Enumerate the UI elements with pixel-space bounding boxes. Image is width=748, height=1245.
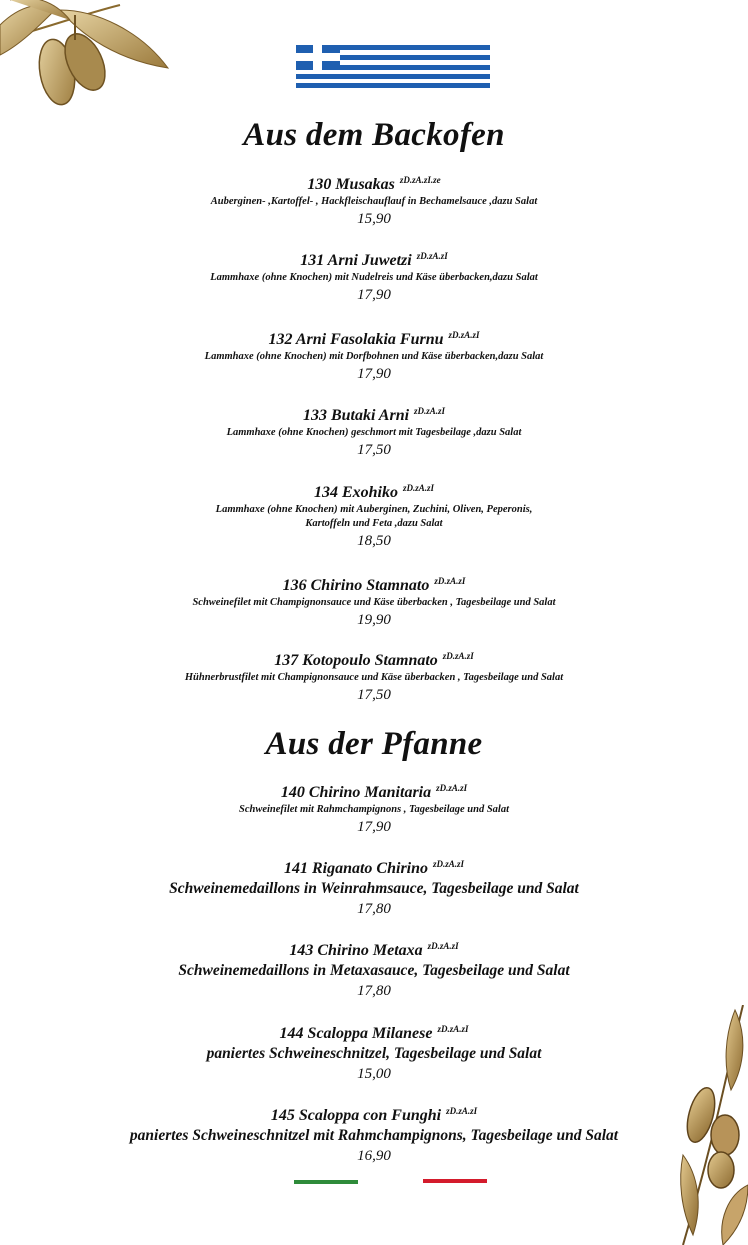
item-tags: zD.zA.zI (436, 783, 468, 793)
item-description: Schweinemedaillons in Metaxasauce, Tagesbeilage und Salat (178, 962, 570, 979)
menu-item (0, 571, 748, 630)
item-tags: zD.zA.zI (433, 859, 465, 869)
menu-item (0, 854, 748, 919)
item-tags: zD.zA.zI (403, 483, 435, 493)
item-description: Auberginen- ,Kartoffel- , Hackfleischauflauf in Bechamelsauce ,dazu Salat (210, 196, 538, 207)
menu-item (0, 478, 748, 551)
item-description: Lammhaxe (ohne Knochen) mit Dorfbohnen und Käse überbacken,dazu Salat (204, 351, 544, 362)
item-name: 140 Chirino Manitaria (280, 784, 432, 801)
olive-branch-icon (673, 1005, 748, 1245)
item-price: 16,90 (357, 1148, 391, 1164)
menu-item (0, 1101, 748, 1166)
item-tags: zD.zA.zI (446, 1106, 478, 1116)
item-description: paniertes Schweineschnitzel, Tagesbeilage und Salat (206, 1045, 542, 1062)
item-name: 143 Chirino Metaxa (289, 942, 423, 959)
item-price: 17,80 (357, 901, 391, 917)
item-price: 17,90 (357, 819, 391, 835)
item-description: paniertes Schweineschnitzel mit Rahmchampignons, Tagesbeilage und Salat (129, 1127, 619, 1144)
menu-item (0, 246, 748, 305)
item-name: 133 Butaki Arni (302, 407, 410, 424)
item-description: Schweinefilet mit Rahmchampignons , Tagesbeilage und Salat (238, 804, 510, 815)
item-name: 145 Scaloppa con Funghi (270, 1107, 442, 1124)
item-price: 18,50 (357, 533, 391, 549)
menu-item (0, 1019, 748, 1084)
item-tags: zD.zA.zI (448, 330, 480, 340)
item-name: 134 Exohiko (313, 484, 398, 501)
item-tags: zD.zA.zI (434, 576, 466, 586)
item-tags: zD.zA.zI (414, 406, 446, 416)
item-description: Lammhaxe (ohne Knochen) mit Auberginen, Zuchini, Oliven, Peperonis, (215, 504, 533, 515)
menu-item (0, 325, 748, 384)
item-price: 17,80 (357, 983, 391, 999)
menu-item (0, 170, 748, 229)
greek-flag-icon (296, 44, 490, 88)
item-tags: zD.zA.zI.ze (399, 175, 441, 185)
item-price: 17,50 (357, 687, 391, 703)
item-name: 141 Riganato Chirino (283, 860, 429, 877)
item-description: Lammhaxe (ohne Knochen) mit Nudelreis und Käse überbacken,dazu Salat (210, 272, 538, 283)
item-name: 137 Kotopoulo Stamnato (274, 652, 438, 669)
item-price: 19,90 (357, 612, 391, 628)
italian-flag-red-stripe (423, 1179, 487, 1183)
menu-item (0, 401, 748, 460)
item-tags: zD.zA.zI (427, 941, 459, 951)
item-price: 15,90 (357, 211, 391, 227)
item-name: 136 Chirino Stamnato (282, 577, 430, 594)
section-title-pfanne: Aus der Pfanne (265, 726, 483, 762)
item-tags: zD.zA.zI (442, 651, 474, 661)
olive-branch-icon (0, 0, 175, 115)
item-description: Hühnerbrustfilet mit Champignonsauce und Käse überbacken , Tagesbeilage und Salat (184, 672, 564, 683)
item-name: 144 Scaloppa Milanese (279, 1025, 433, 1042)
item-description: Schweinefilet mit Champignonsauce und Käse überbacken , Tagesbeilage und Salat (192, 597, 556, 608)
menu-item (0, 936, 748, 1001)
item-price: 17,90 (357, 287, 391, 303)
item-name: 132 Arni Fasolakia Furnu (268, 331, 444, 348)
item-price: 17,50 (357, 442, 391, 458)
item-description-line2: Kartoffeln und Feta ,dazu Salat (305, 518, 443, 529)
item-name: 131 Arni Juwetzi (300, 252, 412, 269)
item-description: Schweinemedaillons in Weinrahmsauce, Tagesbeilage und Salat (169, 880, 579, 897)
item-tags: zD.zA.zI (437, 1024, 469, 1034)
item-price: 17,90 (357, 366, 391, 382)
menu-item (0, 778, 748, 837)
item-description: Lammhaxe (ohne Knochen) geschmort mit Tagesbeilage ,dazu Salat (226, 427, 522, 438)
menu-item (0, 646, 748, 705)
item-tags: zD.zA.zI (416, 251, 448, 261)
item-price: 15,00 (357, 1066, 391, 1082)
italian-flag-green-stripe (294, 1180, 358, 1184)
section-title-backofen: Aus dem Backofen (243, 117, 505, 153)
item-name: 130 Musakas (307, 176, 395, 193)
